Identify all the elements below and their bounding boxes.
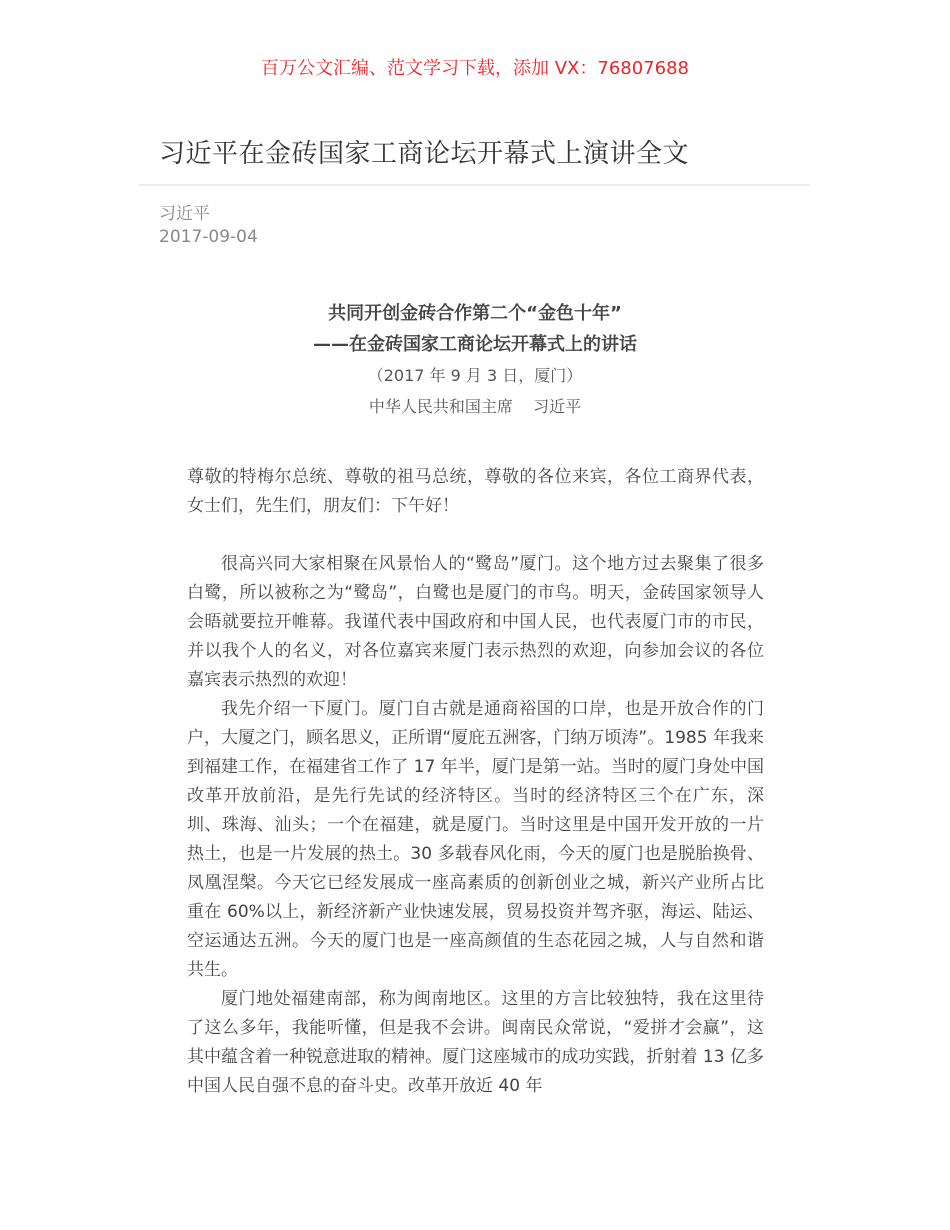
body-paragraph: 很高兴同大家相聚在风景怡人的“鹭岛”厦门。这个地方过去聚集了很多白鹭，所以被称之为“鹭岛”，白鹭也是厦门的市鸟。明天，金砖国家领导人会晤就要拉开帷幕。我谨代表中国政府和中国人民，也代表厦门市的市民，并以我个人的名义，对各位嘉宾来厦门表示热烈的欢迎，向参加会议的各位嘉宾表示热烈的欢迎！	[187, 554, 764, 690]
speech-body	[187, 463, 764, 1101]
title-divider	[139, 184, 810, 186]
speech-title: 共同开创金砖合作第二个“金色十年”	[328, 303, 622, 324]
body-paragraph: 我先介绍一下厦门。厦门自古就是通商裕国的口岸，也是开放合作的门户，大厦之门，顾名思义，正所谓“厦庇五洲客，门纳万顷涛”。1985 年我来到福建工作，在福建省工作了 17 年半，厦门是第一站。当时的厦门身处中国改革开放前沿，是先行先试的经济特区。当时的经济特区三个在广东，深圳、珠海、汕头；一个在福建，就是厦门。当时这里是中国开发开放的一片热土，也是一片发展的热土。30 多载春风化雨，今天的厦门也是脱胎换骨、凤凰涅槃。今天它已经发展成一座高素质的创新创业之城，新兴产业所占比重在 60%以上，新经济新产业快速发展，贸易投资并驾齐驱，海运、陆运、空运通达五洲。今天的厦门也是一座高颜值的生态花园之城，人与自然和谐共生。	[187, 699, 764, 980]
speech-date-place: （2017 年 9 月 3 日，厦门）	[367, 366, 583, 385]
watermark-banner: 百万公文汇编、范文学习下载，添加 VX：76807688	[261, 58, 689, 79]
article-meta	[159, 203, 258, 249]
salutation-paragraph: 尊敬的特梅尔总统、尊敬的祖马总统，尊敬的各位来宾，各位工商界代表，女士们，先生们，朋友们：下午好！	[187, 467, 764, 516]
article-date: 2017-09-04	[159, 227, 258, 247]
speech-header	[0, 298, 950, 422]
body-paragraph: 厦门地处福建南部，称为闽南地区。这里的方言比较独特，我在这里待了这么多年，我能听懂，但是我不会讲。闽南民众常说，“爱拼才会赢”，这其中蕴含着一种锐意进取的精神。厦门这座城市的成功实践，折射着 13 亿多中国人民自强不息的奋斗史。改革开放近 40 年	[187, 989, 764, 1096]
speech-speaker: 中华人民共和国主席 习近平	[368, 397, 582, 416]
article-author: 习近平	[159, 204, 210, 224]
article-title: 习近平在金砖国家工商论坛开幕式上演讲全文	[159, 139, 690, 169]
speech-subtitle: ——在金砖国家工商论坛开幕式上的讲话	[313, 334, 637, 355]
